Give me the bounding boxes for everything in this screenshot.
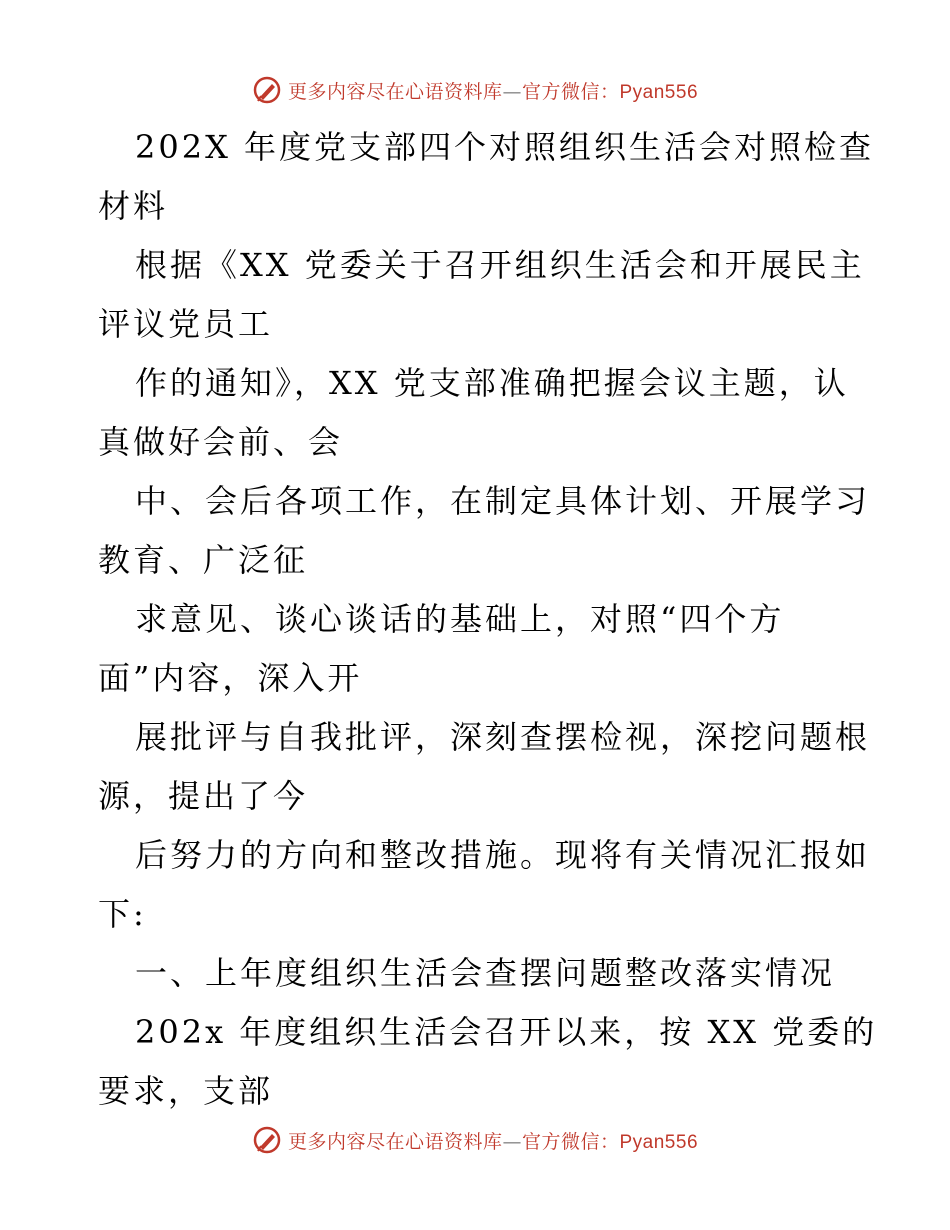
- paragraph-line: 要求，支部: [98, 1072, 274, 1110]
- header-text: [288, 77, 698, 104]
- paragraph-line: 中、会后各项工作，在制定具体计划、开展学习: [135, 482, 871, 520]
- quill-pen-logo-icon: [252, 75, 282, 105]
- paragraph-line: 真做好会前、会: [98, 423, 344, 461]
- footer-banner: [0, 1120, 950, 1160]
- paragraph-line: 下:: [98, 895, 147, 933]
- footer-dash: —: [502, 1130, 522, 1153]
- footer-text: [288, 1127, 698, 1154]
- paragraph-line: 展批评与自我批评，深刻查摆检视，深挖问题根: [135, 718, 871, 756]
- paragraph-line: 求意见、谈心谈话的基础上，对照“四个方: [135, 600, 785, 638]
- section-heading: 一、上年度组织生活会查摆问题整改落实情况: [135, 954, 836, 992]
- paragraph-line: 202x 年度组织生活会召开以来，按 XX 党委的: [135, 1013, 878, 1051]
- footer-wechat-label: 官方微信：: [521, 1130, 620, 1153]
- paragraph-line: 源，提出了今: [98, 777, 309, 815]
- paragraph-line: 评议党员工: [98, 305, 274, 343]
- document-body: [98, 118, 878, 1121]
- header-slogan: 更多内容尽在心语资料库: [287, 80, 503, 103]
- header-account: Pyan556: [619, 81, 699, 103]
- paragraph-line: 后努力的方向和整改措施。现将有关情况汇报如: [135, 836, 871, 874]
- header-wechat-label: 官方微信：: [521, 80, 620, 103]
- paragraph-line: 根据《XX 党委关于召开组织生活会和开展民主: [135, 246, 865, 284]
- title-line-1: 202X 年度党支部四个对照组织生活会对照检查: [135, 128, 875, 166]
- header-dash: —: [502, 80, 522, 103]
- paragraph-line: 面”内容，深入开: [98, 659, 363, 697]
- title-line-2: 材料: [98, 187, 169, 225]
- footer-slogan: 更多内容尽在心语资料库: [287, 1130, 503, 1153]
- quill-pen-logo-icon: [252, 1125, 282, 1155]
- footer-account: Pyan556: [619, 1131, 699, 1153]
- header-banner: [0, 70, 950, 110]
- paragraph-line: 教育、广泛征: [98, 541, 309, 579]
- paragraph-line: 作的通知》，XX 党支部准确把握会议主题，认: [135, 364, 849, 402]
